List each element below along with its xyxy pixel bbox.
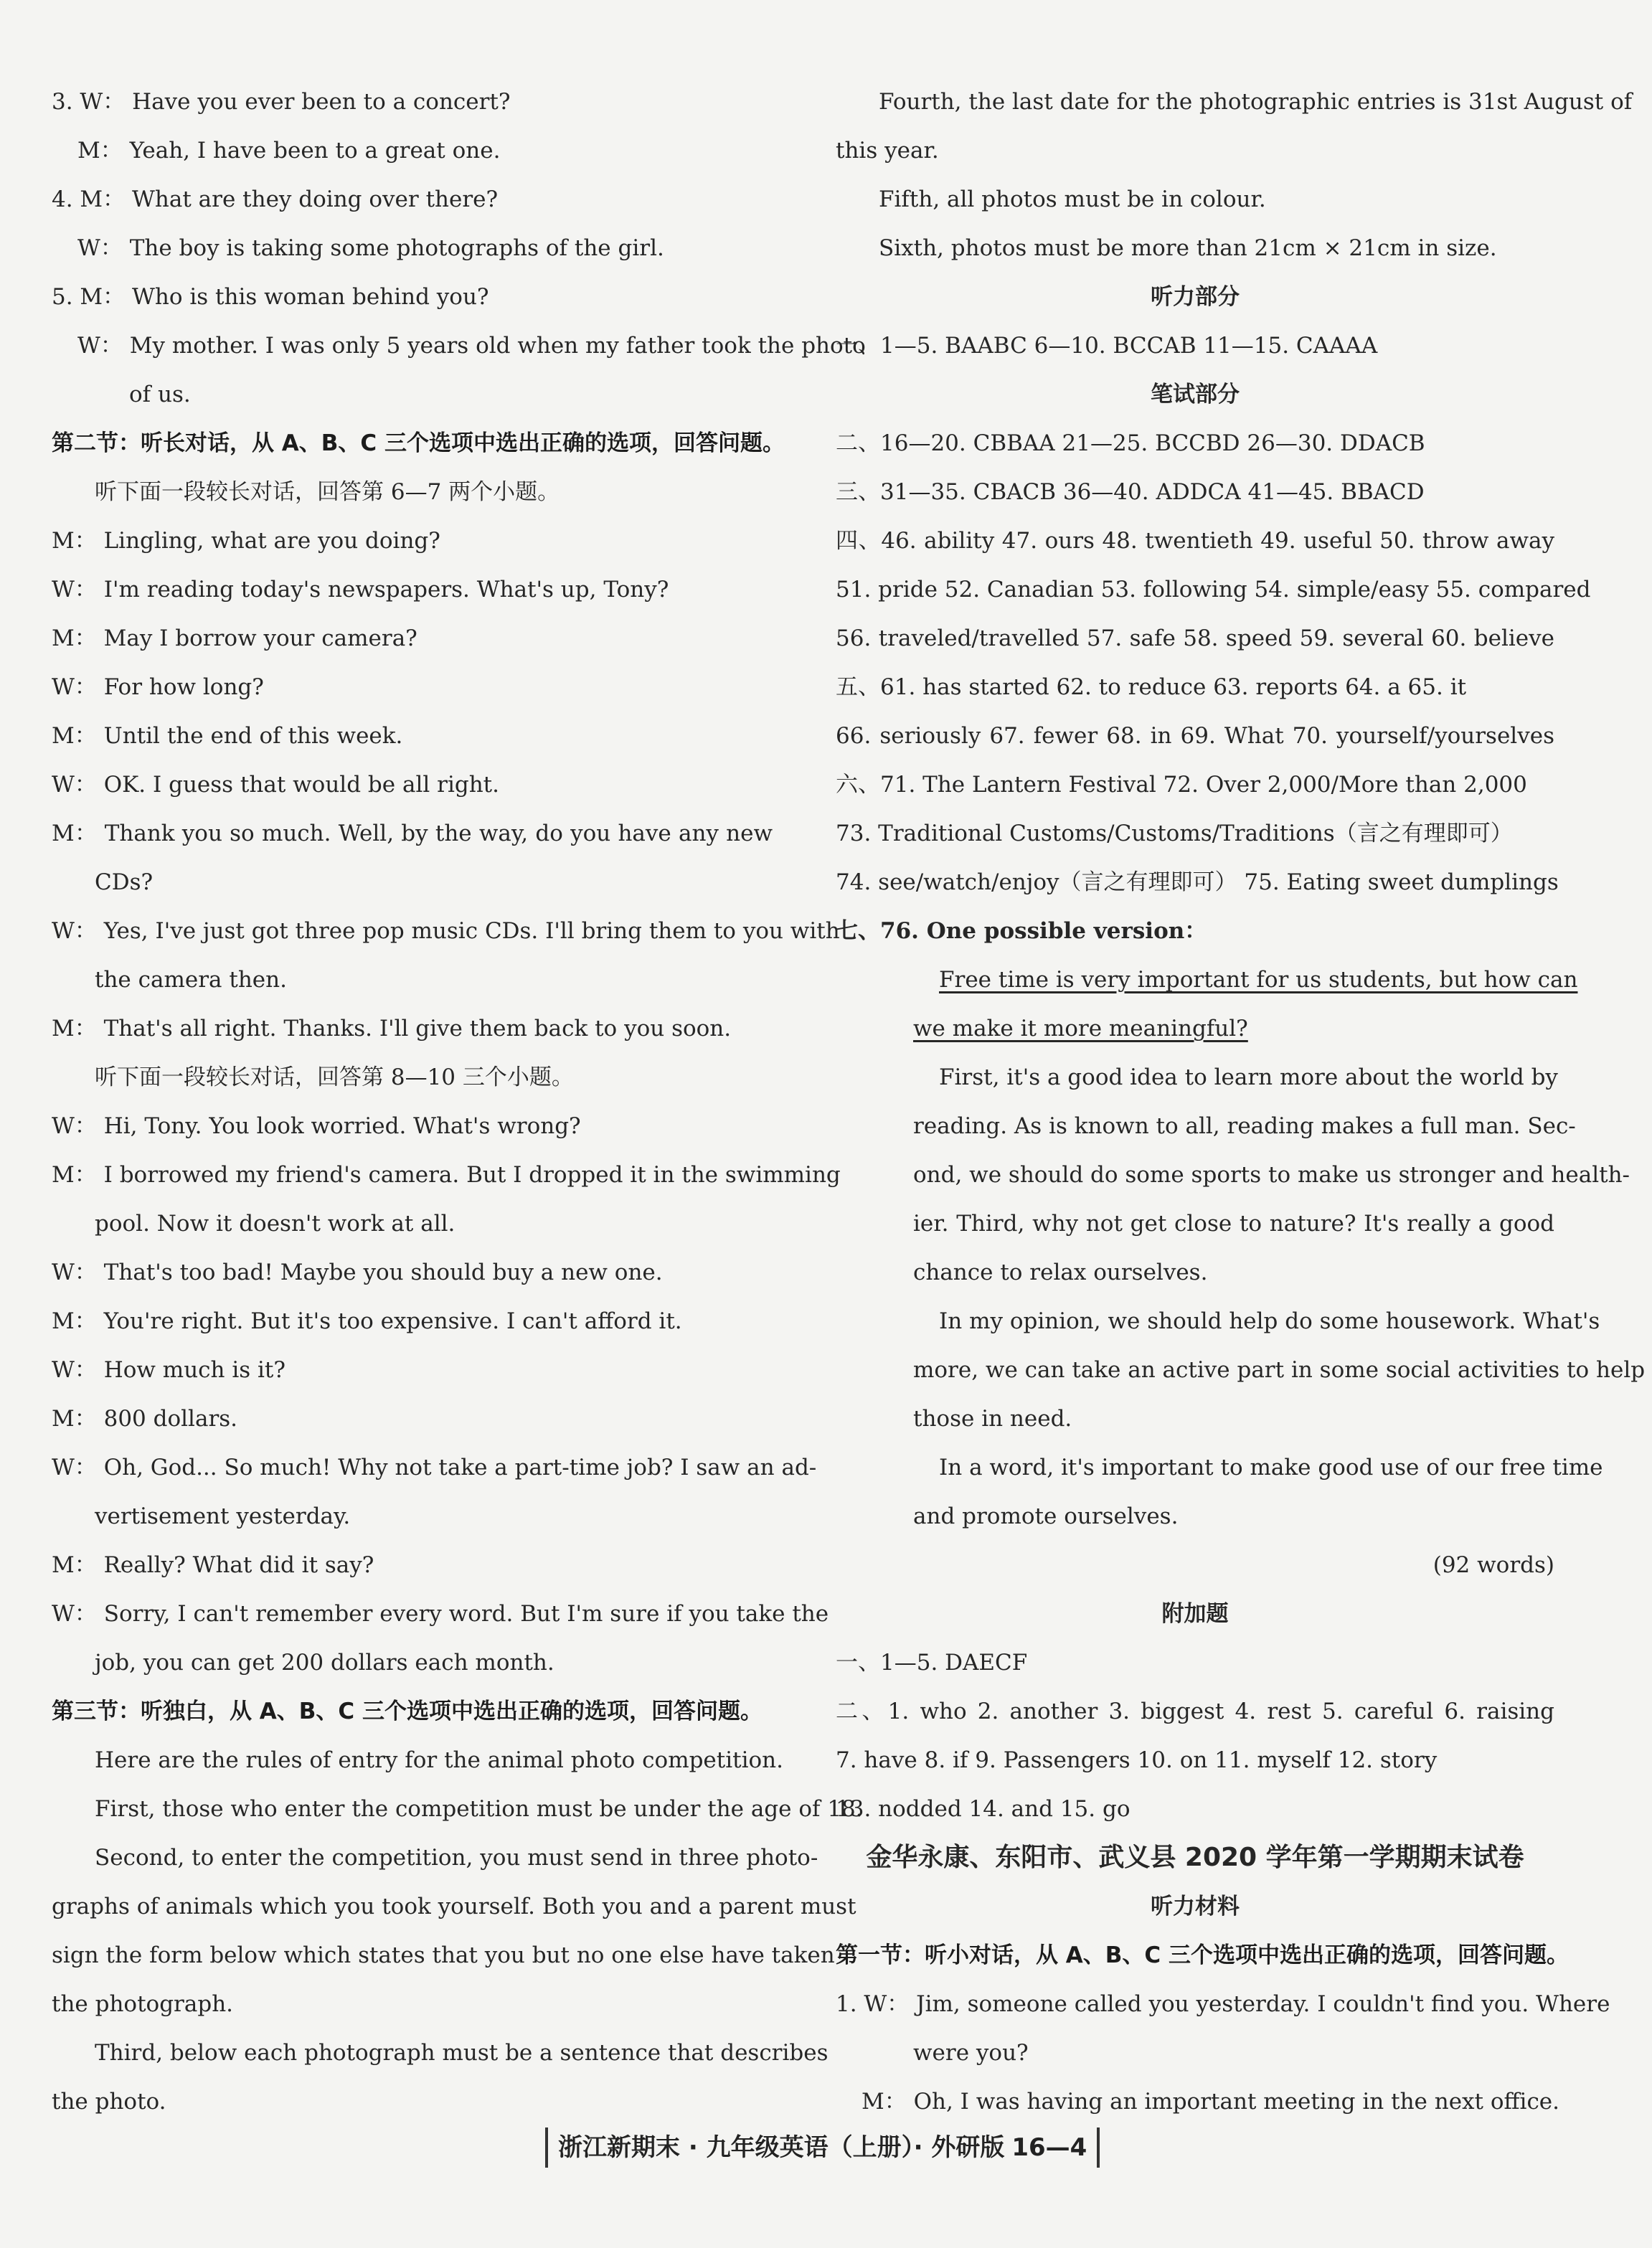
left-column-line: W： Yes, I've just got three pop music CDs. I'll bring them to you with — [52, 918, 840, 944]
left-column-line: M： That's all right. Thanks. I'll give them back to you soon. — [52, 1016, 732, 1042]
page-number: 16—4 — [1011, 2133, 1087, 2162]
left-column-line: 第二节：听长对话，从 A、B、C 三个选项中选出正确的选项，回答问题。 — [52, 430, 785, 456]
left-column-line: M： Until the end of this week. — [52, 723, 403, 749]
left-column-line: M： 800 dollars. — [52, 1406, 238, 1432]
left-column-line: W： I'm reading today's newspapers. What's up, Tony? — [52, 577, 669, 603]
left-column-line: Second, to enter the competition, you must send in three photo- — [95, 1845, 818, 1871]
right-column-line: 第一节：听小对话，从 A、B、C 三个选项中选出正确的选项，回答问题。 — [836, 1942, 1569, 1968]
left-column-line: 3. W： Have you ever been to a concert? — [52, 89, 511, 115]
left-column-line: First, those who enter the competition must be under the age of 18. — [95, 1796, 863, 1822]
right-column-line: 三、31—35. CBACB 36—40. ADDCA 41—45. BBACD — [836, 479, 1425, 505]
left-column-line: W： How much is it? — [52, 1357, 286, 1383]
right-column-line: those in need. — [913, 1406, 1072, 1432]
right-column-line: 一、1—5. DAECF — [836, 1650, 1028, 1676]
right-column-line: more, we can take an active part in some social activities to help — [913, 1357, 1646, 1383]
left-column-line: M： Lingling, what are you doing? — [52, 528, 440, 554]
left-column-line: W： The boy is taking some photographs of the girl. — [77, 235, 664, 261]
left-column-line: M： Thank you so much. Well, by the way, do you have any new — [52, 821, 773, 846]
left-column-line: 4. M： What are they doing over there? — [52, 186, 499, 212]
right-column-line: (92 words) — [1432, 1552, 1554, 1578]
right-column-line: 五、61. has started 62. to reduce 63. reports 64. a 65. it — [836, 674, 1467, 700]
left-column-line: W： That's too bad! Maybe you should buy a new one. — [52, 1260, 663, 1285]
right-column-line: 1. W： Jim, someone called you yesterday. I couldn't find you. Where — [836, 1991, 1610, 2017]
right-column-line: 听力部分 — [1151, 284, 1240, 310]
left-column — [52, 77, 866, 2126]
right-column-line: 7. have 8. if 9. Passengers 10. on 11. myself 12. story — [836, 1747, 1438, 1773]
left-column-line: job, you can get 200 dollars each month. — [95, 1650, 554, 1676]
left-column-line: the photograph. — [52, 1991, 234, 2017]
left-column-line: of us. — [129, 382, 191, 407]
right-column-line: were you? — [913, 2040, 1029, 2066]
left-column-line: pool. Now it doesn't work at all. — [95, 1211, 456, 1237]
left-column-line: W： Oh, God... So much! Why not take a part-time job? I saw an ad- — [52, 1455, 817, 1480]
right-column-line: Fourth, the last date for the photographic entries is 31st August of — [879, 89, 1633, 115]
left-column-line: the camera then. — [95, 967, 287, 993]
right-column-line: reading. As is known to all, reading makes a full man. Sec- — [913, 1113, 1576, 1139]
right-column-line: In my opinion, we should help do some housework. What's — [939, 1308, 1600, 1334]
right-column-line: 听力材料 — [1151, 1894, 1240, 1919]
left-column-line: 第三节：听独白，从 A、B、C 三个选项中选出正确的选项，回答问题。 — [52, 1699, 763, 1724]
left-column-line: 5. M： Who is this woman behind you? — [52, 284, 489, 310]
left-column-line: W： For how long? — [52, 674, 264, 700]
left-column-line: W： OK. I guess that would be all right. — [52, 772, 499, 798]
right-column-line: 六、71. The Lantern Festival 72. Over 2,000/More than 2,000 — [836, 772, 1527, 798]
left-column-line: M： You're right. But it's too expensive. I can't afford it. — [52, 1308, 682, 1334]
left-column-line: sign the form below which states that you but no one else have taken — [52, 1942, 835, 1968]
left-column-line: 听下面一段较长对话，回答第 6—7 两个小题。 — [95, 479, 560, 505]
right-column-line: 74. see/watch/enjoy（言之有理即可） 75. Eating sweet dumplings — [836, 869, 1559, 895]
right-column — [836, 77, 1646, 2126]
left-column-line: vertisement yesterday. — [95, 1503, 351, 1529]
left-column-line: M： Really? What did it say? — [52, 1552, 374, 1578]
right-column-line: this year. — [836, 138, 939, 164]
left-column-line: Third, below each photograph must be a sentence that describes — [95, 2040, 829, 2066]
right-column-line: Sixth, photos must be more than 21cm × 21cm in size. — [879, 235, 1497, 261]
right-column-line: In a word, it's important to make good use of our free time — [939, 1455, 1603, 1480]
left-column-line: M： Yeah, I have been to a great one. — [77, 138, 501, 164]
left-column-line: W： Sorry, I can't remember every word. But I'm sure if you take the — [52, 1601, 829, 1627]
right-column-line: Fifth, all photos must be in colour. — [879, 186, 1266, 212]
right-column-line: 13. nodded 14. and 15. go — [836, 1796, 1131, 1822]
right-column-line: we make it more meaningful? — [913, 1016, 1248, 1042]
right-column-line: Free time is very important for us students, but how can — [939, 967, 1578, 993]
right-column-line: 二、16—20. CBBAA 21—25. BCCBD 26—30. DDACB — [836, 430, 1425, 456]
left-column-line: 听下面一段较长对话，回答第 8—10 三个小题。 — [95, 1064, 574, 1090]
right-column-line: 金华永康、东阳市、武义县 2020 学年第一学期期末试卷 — [866, 1843, 1524, 1872]
right-column-line: and promote ourselves. — [913, 1503, 1179, 1529]
right-column-line: 73. Traditional Customs/Customs/Traditions（言之有理即可） — [836, 821, 1513, 846]
right-column-line: 四、46. ability 47. ours 48. twentieth 49. useful 50. throw away — [836, 528, 1554, 554]
left-column-line: graphs of animals which you took yourself. Both you and a parent must — [52, 1894, 856, 1919]
left-column-line: W： My mother. I was only 5 years old when my father took the photo — [77, 333, 866, 359]
left-column-line: M： May I borrow your camera? — [52, 625, 417, 651]
left-column-line: Here are the rules of entry for the animal photo competition. — [95, 1747, 784, 1773]
right-column-line: 56. traveled/travelled 57. safe 58. speed 59. several 60. believe — [836, 625, 1554, 651]
right-column-line: 笔试部分 — [1151, 382, 1240, 407]
right-column-line: 一、1—5. BAABC 6—10. BCCAB 11—15. CAAAA — [836, 333, 1378, 359]
right-column-line: 66. seriously 67. fewer 68. in 69. What 70. yourself/yourselves — [836, 723, 1554, 749]
left-column-line: M： I borrowed my friend's camera. But I dropped it in the swimming — [52, 1162, 841, 1188]
right-column-line: 七、76. One possible version： — [836, 918, 1207, 944]
left-column-line: CDs? — [95, 869, 154, 895]
right-column-line: chance to relax ourselves. — [913, 1260, 1208, 1285]
left-column-line: the photo. — [52, 2089, 166, 2115]
footer-title: 浙江新期末 · 九年级英语（上册）· 外研版 — [558, 2133, 1005, 2162]
right-column-line: 二、1. who 2. another 3. biggest 4. rest 5. careful 6. raising — [836, 1699, 1554, 1724]
right-column-line: M： Oh, I was having an important meeting in the next office. — [862, 2089, 1560, 2115]
right-column-line: ond, we should do some sports to make us stronger and health- — [913, 1162, 1630, 1188]
right-column-line: 附加题 — [1161, 1601, 1229, 1627]
right-column-line: ier. Third, why not get close to nature? It's really a good — [913, 1211, 1554, 1237]
right-column-line: 51. pride 52. Canadian 53. following 54. simple/easy 55. compared — [836, 577, 1591, 603]
left-column-line: W： Hi, Tony. You look worried. What's wrong? — [52, 1113, 581, 1139]
right-column-line: First, it's a good idea to learn more about the world by — [939, 1064, 1558, 1090]
page-footer — [545, 2127, 1100, 2168]
